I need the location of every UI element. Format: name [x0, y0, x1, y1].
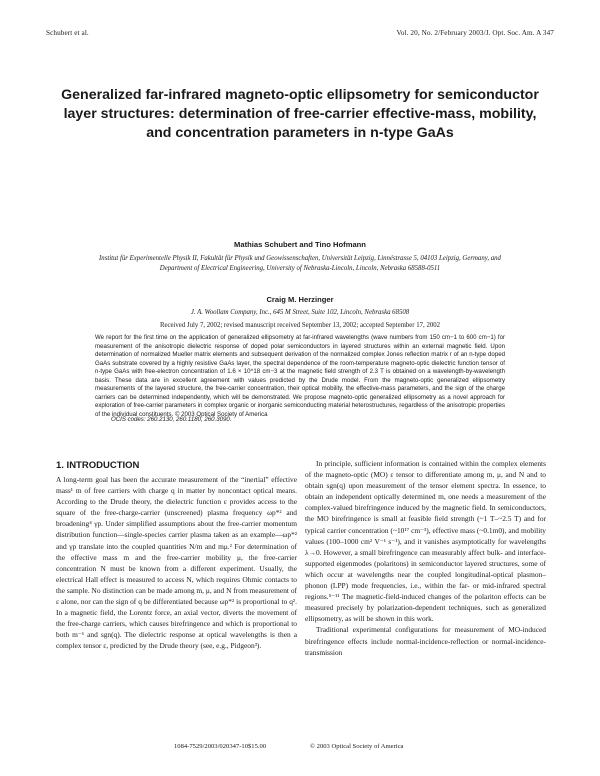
affiliation-primary: Institut für Experimentelle Physik II, Fakultät für Physik und Geowissenschaften, Universität Leipzig, Linnéstrasse 5, 04103 Leipzig, Germany, and Department of Electrical Engineering, University of Nebraska-Lincoln, Lincoln, Nebraska 68588-0511 — [99, 255, 501, 272]
running-header-authors: Schubert et al. — [46, 29, 89, 37]
intro-paragraph-1: A long-term goal has been the accurate measurement of the “inertial” effective mass¹ m of free carriers with charge q in matter by noncontact optical means. According to the Drude theory, the dielectric function ε provides access to the square of the free-charge-carrier (unscreened) plasma frequency ωp*² and broadening⁴ γp. Under simplified assumptions about the free-carrier momentum distribution function—single-species carrier plasma taken as an example—ωp*² and γp translate into the coupled quantities N/m and mμ.² For determination of the effective mass m and the free-carrier mobility μ, the free-carrier concentration N must be known from a different experiment. Usually, the electrical Hall effect is measured to access N, which requires Ohmic contacts to the sample. No distinction can be made among m, μ, and N from measurement of ε alone, nor can the sign of q be differentiated because ωp*² is proportional to q². In a magnetic field, the Lorentz force, an axial vector, diverts the movement of the free-charge carriers, which causes birefringence and which is proportional to both m⁻¹ and sgn(q). The dielectric response at optical wavelengths is then a complex tensor ε, predicted by the Drude theory (see, e.g., Pidgeon³). — [56, 475, 297, 651]
authors-primary: Mathias Schubert and Tino Hofmann — [234, 240, 366, 249]
intro-paragraph-2: In principle, sufficient information is contained within the complex elements of the magneto-optic (MO) ε tensor to differentiate among m, μ, and N and to obtain sgn(q) upon measurement of the tensor element spectra. In essence, to obtain an independent optically determined m, one needs a measurement of the complex-valued birefringence induced by the magnetic field. In semiconductors, the MO birefringence is small at feasible field strength (~1 T–~2.5 T) and for typical carrier concentration (~10¹⁷ cm⁻³), effective mass (~0.1m0), and mobility values (100–1000 cm² V⁻¹ s⁻¹), and it vanishes asymptotically for wavelengths λ→0. However, a small birefringence can measurably affect bulk- and interface-supported eigenmodes (polaritons) in semiconductor layered structures, some of which occur at wavelengths near the coupled longitudinal-optical plasmon–phonon (LPP) mode frequencies, i.e., within the far- or mid-infrared spectral regions.⁵⁻¹¹ The magnetic-field-induced changes of the polariton effects can be measured precisely by polarization-dependent techniques, such as generalized ellipsometry, as will be shown in this work. — [305, 459, 546, 624]
intro-paragraph-3: Traditional experimental configurations for measurement of MO-induced birefringence effects include normal-incidence-reflection or normal-incidence-transmission — [305, 625, 546, 657]
running-header-journal: Vol. 20, No. 2/February 2003/J. Opt. Soc. Am. A 347 — [396, 29, 554, 37]
body-column-left — [56, 474, 297, 652]
article-title: Generalized far-infrared magneto-optic ellipsometry for semiconductor layer structures: determination of free-carrier effective-mass, mobility, and concentration parameters in n-type GaAs — [61, 87, 539, 142]
ocis-codes: OCIS codes: 260.2130, 260.1180, 260.3090. — [111, 416, 232, 423]
affiliation-secondary: J. A. Woollam Company, Inc., 645 M Street, Suite 102, Lincoln, Nebraska 68508 — [190, 309, 410, 316]
body-column-right — [305, 458, 546, 658]
section-heading-introduction: 1. INTRODUCTION — [56, 460, 140, 471]
received-dates: Received July 7, 2002; revised manuscript received September 13, 2002; accepted September 17, 2002 — [159, 322, 441, 329]
authors-secondary: Craig M. Herzinger — [266, 295, 334, 304]
footer-copyright: © 2003 Optical Society of America — [310, 743, 404, 750]
footer-code: 1084-7529/2003/020347-10$15.00 — [174, 743, 267, 750]
abstract: We report for the first time on the application of generalized ellipsometry at far-infrared wavelengths (wave numbers from 150 cm−1 to 600 cm−1) for measurement of the anisotropic dielectric response of doped polar semiconductors in layered structures within an external magnetic field. Upon determination of normalized Mueller matrix elements and subsequent derivation of the normalized complex Jones reflection matrix r of an n-type doped GaAs substrate covered by a highly resistive GaAs layer, the spectral dependence of the room-temperature magneto-optic dielectric function tensor of n-type GaAs with free-electron concentration of 1.6 × 10^18 cm−3 at the magnetic field strength of 2.3 T is obtained on a wavelength-by-wavelength basis. These data are in excellent agreement with values predicted by the Drude model. From the magneto-optic generalized ellipsometry measurements of the layered structure, the free-carrier concentration, their optical mobility, the effective-mass parameters, and the sign of the charge carriers can be determined independently, which will be demonstrated. We propose magneto-optic generalized ellipsometry as a novel approach for exploration of free-carrier parameters in complex organic or inorganic semiconducting material heterostructures, regardless of the anisotropic properties of the individual constituents. © 2003 Optical Society of America — [95, 334, 505, 418]
